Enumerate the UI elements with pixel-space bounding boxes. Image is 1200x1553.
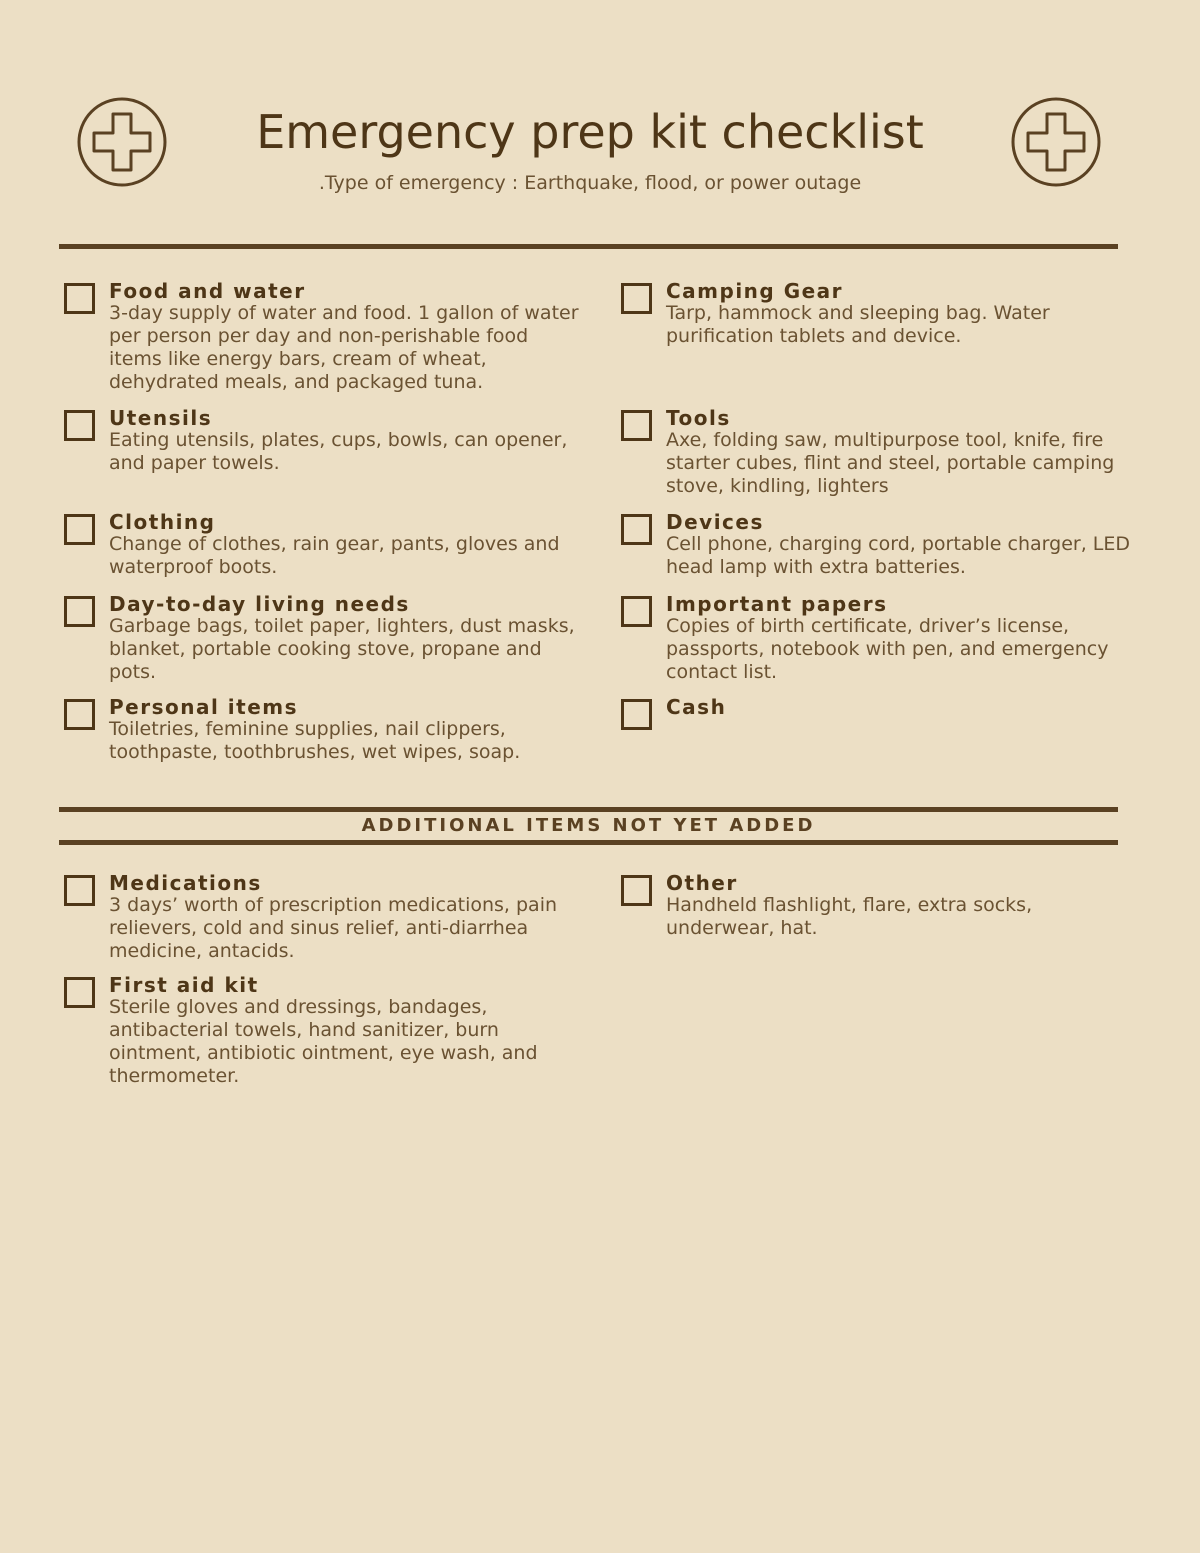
item-title: Tools [666,406,731,430]
item-description: 3-day supply of water and food. 1 gallon of water per person per day and non-perishable food items like energy bars, cream of wheat, dehydrated meals, and packaged tuna. [109,302,579,393]
emergency-type-subtitle: .Type of emergency : Earthquake, flood, or power outage [318,172,862,194]
item-description: Garbage bags, toilet paper, lighters, dust masks, blanket, portable cooking stove, propane and pots. [109,615,575,683]
item-title: Food and water [109,279,306,303]
item-title: Cash [666,695,727,719]
item-description: Copies of birth certificate, driver’s license, passports, notebook with pen, and emergency contact list. [666,615,1109,683]
item-title: Devices [666,510,764,534]
item-title: Clothing [109,510,216,534]
item-description: Cell phone, charging cord, portable charger, LED head lamp with extra batteries. [666,533,1130,578]
checkbox[interactable] [64,875,95,906]
item-title: Medications [109,871,262,895]
item-title: Day-to-day living needs [109,592,410,616]
item-description: Change of clothes, rain gear, pants, gloves and waterproof boots. [109,533,560,578]
checkbox[interactable] [64,596,95,627]
checkbox[interactable] [621,596,652,627]
divider [59,840,1118,845]
item-description: 3 days’ worth of prescription medications, pain relievers, cold and sinus relief, anti-diarrhea medicine, antacids. [109,894,558,962]
item-title: Camping Gear [666,279,844,303]
item-description: Axe, folding saw, multipurpose tool, knife, fire starter cubes, flint and steel, portable camping stove, kindling, lighters [666,429,1115,497]
item-title: First aid kit [109,973,259,997]
item-title: Other [666,871,738,895]
item-description: Sterile gloves and dressings, bandages, antibacterial towels, hand sanitizer, burn ointment, antibiotic ointment, eye wash, and thermometer. [109,996,538,1087]
item-title: Important papers [666,592,888,616]
checkbox[interactable] [621,514,652,545]
additional-section-heading: ADDITIONAL ITEMS NOT YET ADDED [361,815,816,836]
divider [59,807,1118,812]
divider [59,244,1118,249]
checkbox[interactable] [621,875,652,906]
checkbox[interactable] [621,699,652,730]
page-title: Emergency prep kit checklist [256,105,924,159]
item-description: Handheld flashlight, flare, extra socks, underwear, hat. [666,894,1033,939]
item-title: Utensils [109,406,213,430]
first-aid-cross-icon [76,96,168,188]
checkbox[interactable] [64,283,95,314]
item-description: Toiletries, feminine supplies, nail clippers, toothpaste, toothbrushes, wet wipes, soap. [109,718,521,763]
first-aid-cross-icon [1010,96,1102,188]
checkbox[interactable] [621,283,652,314]
checkbox[interactable] [64,699,95,730]
item-description: Tarp, hammock and sleeping bag. Water purification tablets and device. [666,302,1050,347]
checkbox[interactable] [64,977,95,1008]
checkbox[interactable] [64,514,95,545]
checkbox[interactable] [64,410,95,441]
checkbox[interactable] [621,410,652,441]
item-title: Personal items [109,695,299,719]
item-description: Eating utensils, plates, cups, bowls, can opener, and paper towels. [109,429,568,474]
